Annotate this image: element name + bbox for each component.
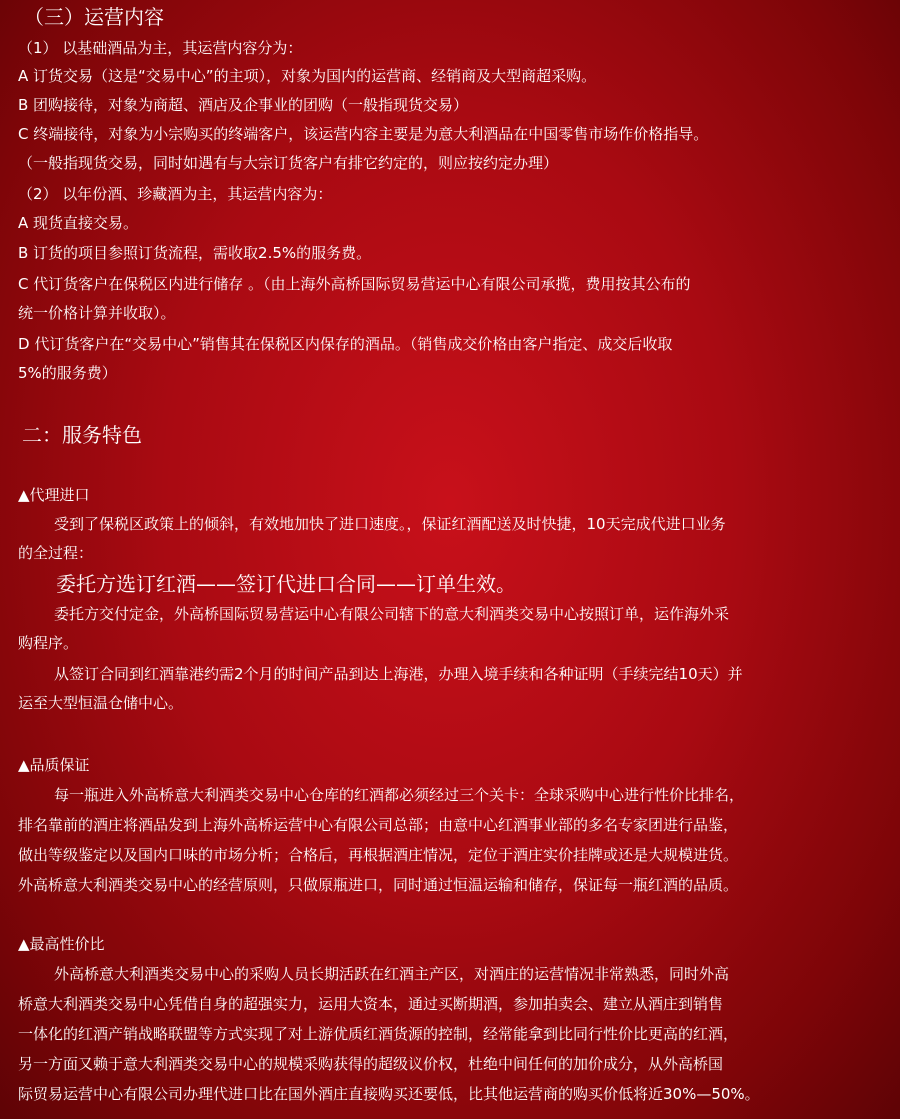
operations-item-c: C 终端接待，对象为小宗购买的终端客户，该运营内容主要是为意大利酒品在中国零售市场作价格指导。 (18, 125, 709, 143)
operations-part2-item-b: B 订货的项目参照订货流程，需收取2.5%的服务费。 (18, 244, 372, 262)
feature-title-agent-import: ▲代理进口 (18, 486, 90, 504)
section-title-operations: （三）运营内容 (24, 5, 164, 29)
agent-import-p1-line1: 受到了保税区政策上的倾斜，有效地加快了进口速度。，保证红酒配送及时快捷，10天完成代进口业务 (54, 515, 726, 533)
operations-item-a: A 订货交易（这是“交易中心”的主项），对象为国内的运营商、经销商及大型商超采购。 (18, 67, 597, 85)
operations-part2-item-c-line2: 统一价格计算并收取）。 (18, 304, 176, 322)
agent-import-p1-line2: 的全过程： (18, 544, 94, 562)
section-title-service-features: 二：服务特色 (22, 423, 142, 447)
feature-title-quality: ▲品质保证 (18, 756, 90, 774)
quality-line4: 外高桥意大利酒类交易中心的经营原则，只做原瓶进口，同时通过恒温运输和储存，保证每一瓶红酒的品质。 (18, 876, 739, 894)
agent-import-p3-line1: 从签订合同到红酒靠港约需2个月的时间产品到达上海港，办理入境手续和各种证明（手续完结10天）并 (54, 665, 743, 683)
agent-import-p2-line2: 购程序。 (18, 634, 79, 652)
quality-line1: 每一瓶进入外高桥意大利酒类交易中心仓库的红酒都必须经过三个关卡：全球采购中心进行性价比排名， (54, 786, 745, 804)
operations-part2-item-d-line2: 5%的服务费） (18, 364, 117, 382)
operations-part1-heading: （1） 以基础酒品为主，其运营内容分为： (18, 39, 303, 57)
value-line5: 际贸易运营中心有限公司办理代进口比在国外酒庄直接购买还要低，比其他运营商的购买价低将近30%—50%。 (18, 1085, 760, 1103)
operations-part2-item-d-line1: D 代订货客户在“交易中心”销售其在保税区内保存的酒品。（销售成交价格由客户指定、成交后收取 (18, 335, 673, 353)
value-line1: 外高桥意大利酒类交易中心的采购人员长期活跃在红酒主产区，对酒庄的运营情况非常熟悉，同时外高 (54, 965, 730, 983)
operations-item-b: B 团购接待，对象为商超、酒店及企事业的团购（一般指现货交易） (18, 96, 469, 114)
quality-line3: 做出等级鉴定以及国内口味的市场分析；合格后，再根据酒庄情况，定位于酒庄实价挂牌或还是大规模进货。 (18, 846, 739, 864)
value-line3: 一体化的红酒产销战略联盟等方式实现了对上游优质红酒货源的控制，经常能拿到比同行性价比更高的红酒， (18, 1025, 739, 1043)
value-line4: 另一方面又赖于意大利酒类交易中心的规模采购获得的超级议价权，杜绝中间任何的加价成分，从外高桥国 (18, 1055, 724, 1073)
agent-import-p3-line2: 运至大型恒温仓储中心。 (18, 694, 184, 712)
operations-item-c-note: （一般指现货交易，同时如遇有与大宗订货客户有排它约定的，则应按约定办理） (18, 154, 559, 172)
operations-part2-heading: （2） 以年份酒、珍藏酒为主，其运营内容为： (18, 185, 333, 203)
operations-part2-item-c-line1: C 代订货客户在保税区内进行储存 。（由上海外高桥国际贸易营运中心有限公司承揽，费用按其公布的 (18, 275, 691, 293)
operations-part2-item-a: A 现货直接交易。 (18, 214, 139, 232)
value-line2: 桥意大利酒类交易中心凭借自身的超强实力，运用大资本，通过买断期酒，参加拍卖会、建立从酒庄到销售 (18, 995, 724, 1013)
agent-import-process-slogan: 委托方选订红酒——签订代进口合同——订单生效。 (56, 572, 516, 596)
quality-line2: 排名靠前的酒庄将酒品发到上海外高桥运营中心有限公司总部；由意中心红酒事业部的多名专家团进行品鉴， (18, 816, 739, 834)
agent-import-p2-line1: 委托方交付定金，外高桥国际贸易营运中心有限公司辖下的意大利酒类交易中心按照订单，运作海外采 (54, 605, 730, 623)
feature-title-best-value: ▲最高性价比 (18, 935, 105, 953)
